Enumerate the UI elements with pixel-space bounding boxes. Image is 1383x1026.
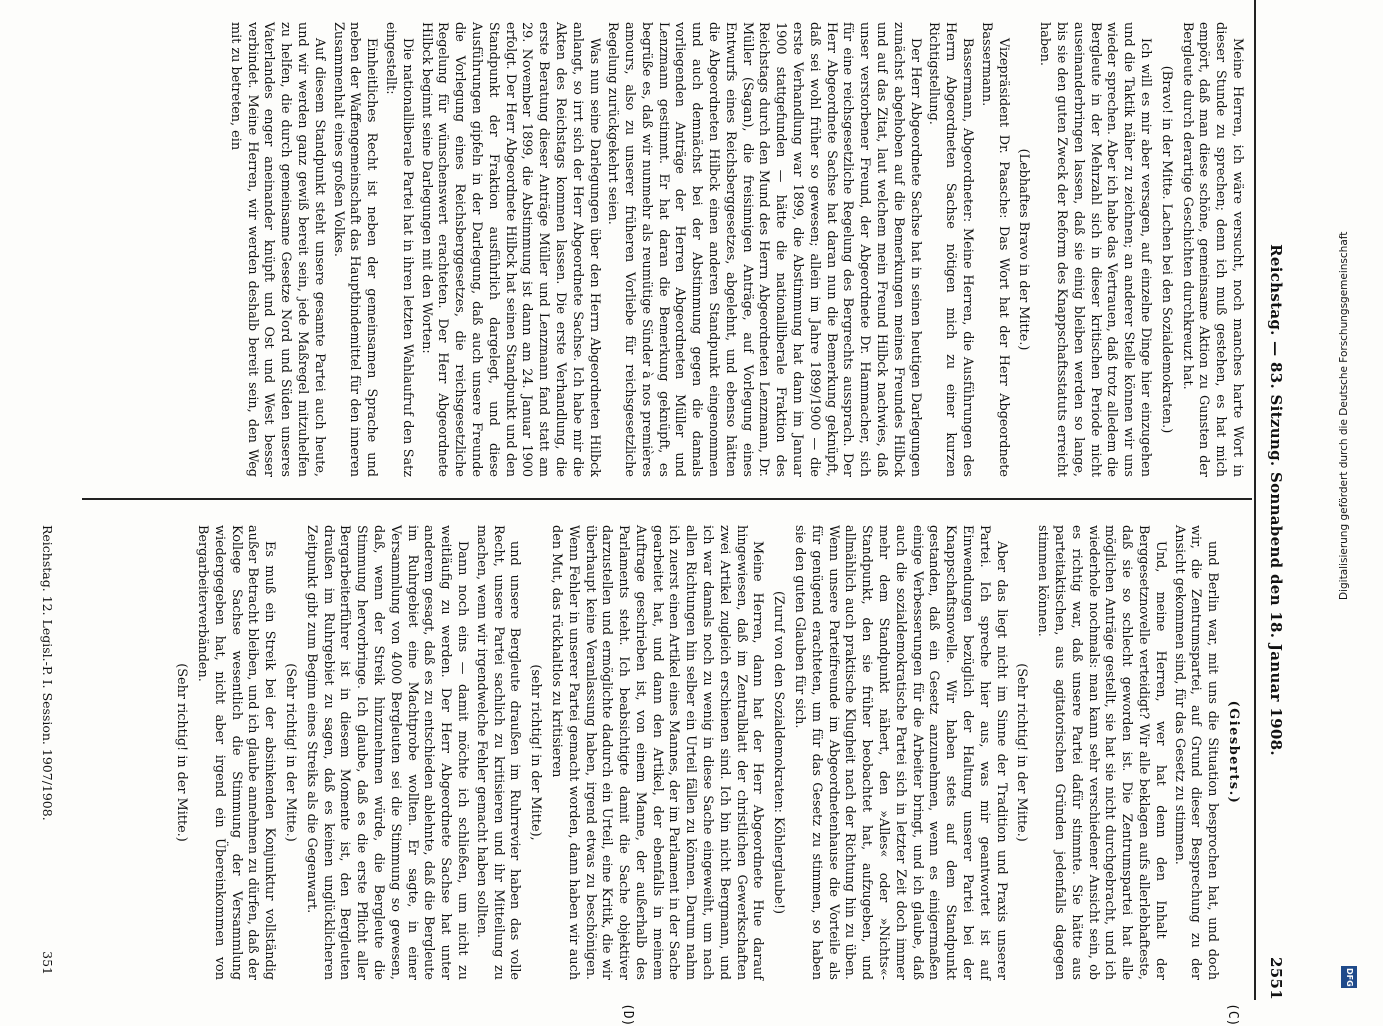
paragraph: Und, meine Herren, wer hat denn den Inhalt der Berggesetznovelle verteidigt? Wir alle beklagen aufs allerlebhafteste, daß sie so schlecht geworden ist. Die Zentrumspartei hat alle möglichen Anträge gestellt, sie hat sie nicht durchgebracht, und ich wiederhole nochmals: man kann sehr verschiedener Ansicht sein, ob es richtig war, daß unsere Partei dafür stimmte. Sie hätte aus parteitaktischen, aus agitatorischen Gründen jedenfalls dagegen stimmen können. (1035, 525, 1168, 980)
header-rule (1254, 0, 1256, 1000)
paragraph: Dann noch eins — damit möchte ich schließen, um nicht zu weitläufig zu werden. Der Herr Abgeordnete Sachse hat unter anderem gesagt, daß es zu entschieden ablehnte, daß die Bergleute im Ruhrgebiet eine Machtprobe wollten. Er sagte, in einer Versammlung von 4000 Bergleuten sei die Stimmung so gewesen, daß, wenn der Streik hinzunehmen würde, die Bergleute die Stimmung hervorbringe. Ich glaube, daß es die erste Pflicht aller Bergarbeiterführer ist in diesem Momente ist, den Bergleuten draußen im Ruhrgebiet zu sagen, daß es keinen unglücklicheren Zeitpunkt gibt zum Beginn eines Streiks als die Gegenwart. (303, 525, 470, 980)
digitization-credit (1338, 0, 1358, 1000)
footer-number: 351 (40, 951, 55, 975)
interjection: (Lebhaftes Bravo in der Mitte.) (1016, 148, 1032, 351)
paragraph: Auf diesem Standpunkt steht unsere gesamte Partei auch heute, und wir werden ganz gewiß bereit sein, jede Maßregel mitzuhelfen zu helfen, die durch gemeinsame Gesetze Nord und Süden unseres Vaterlandes enger aneinander knüpft und Ost und West besser verbindet. Meine Herren, wir werden deshalb bereit sein, den Weg mit zu betreten, ein (227, 22, 327, 477)
speaker-name: (Giesberts.) (1226, 700, 1241, 805)
page-number: 2551 (1267, 957, 1285, 1000)
paragraph: und Berlin war, mit uns die Situation besprochen hat, und doch wir, die Zentrumspartei, auf Grund dieser Besprechung zu der Ansicht gekommen sind, für das Gesetz zu stimmen. (1171, 525, 1221, 980)
paragraph: Es muß ein Streik bei der absinkenden Konjunktur vollständig außer Betracht bleiben, und ich glaube annehmen zu dürfen, daß der Kollege Sachse wesentlich die Stimmung der Versammlung wiedergegeben hat, nicht aber irgend ein Übereinkommen von Bergarbeiterverbänden. (194, 525, 278, 980)
footer-text: Reichstag. 12. Legisl.-P. I. Session. 1907/1908. (40, 525, 55, 821)
interjection: (Sehr richtig! in der Mitte.) (282, 663, 298, 842)
paragraph: Die nationalliberale Partei hat in ihren letzten Wahlaufruf den Satz eingestellt: (382, 22, 415, 477)
paragraph: Bassermann, Abgeordneter: Meine Herren, die Ausführungen des Herrn Abgeordneten Sachse nötigen mich zu einer kurzen Richtigstellung. (926, 22, 976, 477)
header-title: Reichstag. — 83. Sitzung. Sonnabend den 18. Januar 1908. (1267, 244, 1285, 756)
paragraph: Meine Herren, ich wäre versucht, noch manches harte Wort in dieser Stunde zu sprechen; denn ich muß gestehen, es hat mich empört, daß man diese schöne, gemeinsame Aktion zu Gunsten der Bergleute durch derartige Geschichten durchkreuzt hat. (1179, 22, 1245, 477)
interjection: (sehr richtig! in der Mitte), (528, 664, 544, 841)
credit-text: Digitalisierung gefördert durch die Deutsche Forschungsgemeinschaft (1338, 231, 1350, 600)
quotation: Einheitliches Recht ist neben der gemeinsamen Sprache und neben der Waffengemeinschaft das Hauptbindemittel für den inneren Zusammenhalt eines großen Volkes. (330, 22, 380, 477)
column-divider (82, 498, 1252, 500)
paragraph: und unsere Bergleute draußen im Ruhrrevier haben das volle Recht, unsere Partei sachlich zu kritisieren und ihr Mitteilung zu machen, wenn wir irgendwelche Fehler gemacht haben sollten. (473, 525, 523, 980)
margin-letter-c: (C) (1225, 1003, 1240, 1026)
paragraph: Der Herr Abgeordnete Sachse hat in seinen heutigen Darlegungen zunächst abgehoben auf die Bemerkungen meines Freundes Hilbck und auf das Zitat, laut welchem mein Freund Hilbck nachwies, daß unser verstorbener Freund, der Abgeordnete Dr. Hammacher, sich für eine reichsgesetzliche Regelung des Bergrechts aussprach. Der Herr Abgeordnete Sachse hat daran nun die Bemerkung geknüpft, daß sei wohl früher so gewesen; allein im Jahre 1899/1900 — die erste Verhandlung war 1899, die Abstimmung hat dann im Januar 1900 stattgefunden — hätte die nationalliberale Fraktion des Reichstags durch den Mund des Herrn Abgeordneten Lenzmann, Dr. Müller (Sagan), die freisinnigen Anträge, auf Vorlegung eines Entwurfs eines Reichsberggesetzes, abgelehnt, und ebenso hätten die Abgeordneten Hilbck einen anderen Standpunkt eingenommen und auch demnächst bei der Abstimmung gegen die damals vorliegenden Anträge der Herren Abgeordneten Müller und Lenzmann gestimmt. Er hat daran die Bemerkung geknüpft, es begrüße es, daß wir nunmehr als reumütige Sünder à nos premières amours, also zu unserer früheren Vorliebe für reichsgesetzliche Regelung zurückgekehrt seien. (605, 22, 923, 477)
paragraph: Vizepräsident Dr. Paasche: Das Wort hat der Herr Abgeordnete Bassermann. (978, 22, 1011, 477)
paragraph: Meine Herren, dann hat der Herr Abgeordnete Hue darauf hingewiesen, daß im Zentralblatt der christlichen Gewerkschaften zwei Artikel zugleich erschienen sind. Ich bin nicht Bergmann, und ich war damals noch zu wenig in diese Sache eingeweiht, um nach allen Richtungen hin selber ein Urteil fällen zu können. Darum nahm ich zuerst einen Artikel eines Mannes, der im Parlament in der Sache gearbeitet hat, und dann den Artikel, der ebenfalls in meinem Auftrage geschrieben ist, von einem Manne, der außerhalb des Parlaments steht. Ich beabsichtigte damit die Sache objektiver darzustellen und ermöglichte dadurch ein Urteil, eine Kritik, die wir überhaupt keine Veranlassung haben, irgend etwas zu beschönigen. Wenn Fehler in unserer Partei gemacht worden, dann haben wir auch den Mut, das rückhaltlos zu kritisieren (548, 525, 766, 980)
interjection: (Zuruf von den Sozialdemokraten: Köhlerglaube!) (771, 590, 787, 915)
paragraph: Was nun seine Darlegungen über den Herrn Abgeordneten Hilbck anlangt, so irrt sich der Herr Abgeordnete Sachse. Ich habe mir die Akten des Reichstags kommen lassen. Die erste Verhandlung, die erste Beratung dieser Anträge Müller und Lenzmann fand statt am 29. November 1899, die Abstimmung ist dann am 24. Januar 1900 erfolgt. Der Herr Abgeordnete Hilbck hat seinen Standpunkt und den Standpunkt der Fraktion ausführlich dargelegt, und diese Ausführungen gipfeln in der Darlegung, daß auch unsere Freunde die Vorlegung eines Reichsberggesetzes, die reichsgesetzliche Regelung für wünschenswert erachteten. Der Herr Abgeordnete Hilbck beginnt seine Darlegungen mit den Worten: (418, 22, 602, 477)
dfg-logo: DFG (1341, 966, 1357, 988)
interjection: (Bravo! in der Mitte. Lachen bei den Sozialdemokraten.) (1158, 65, 1174, 434)
left-text-column (85, 525, 1245, 980)
interjection: (Sehr richtig! in der Mitte.) (174, 663, 190, 842)
margin-letter-d: (D) (620, 1003, 635, 1026)
interjection: (Sehr richtig! in der Mitte.) (1014, 663, 1030, 842)
paragraph: Aber das liegt nicht im Sinne der Tradition und Praxis unserer Partei. Ich spreche hier aus, was mir geantwortet ist auf Einwendungen bezüglich der Haltung unserer Partei bei der Knappschaftsnovelle. Wir haben stets auf dem Standpunkt gestanden, daß ein Gesetz anzunehmen, wenn es einigermaßen einige Verbesserungen für die Arbeiter bringt, und ich glaube, daß auch die sozialdemokratische Partei sich in letzter Zeit doch immer mehr dem Standpunkt nähert, den »Alles« oder »Nichts«-Standpunkt, den sie früher beobachtet hat, aufzugeben, und allmählich auch praktische Klugheit nach der Richtung hin zu üben. Wenn unsere Parteifreunde im Abgeordnetenhause die Vorteile als für genügend erachteten, um für das Gesetz zu stimmen, so haben sie den guten Glauben für sich. (792, 525, 1009, 980)
page-footer (40, 525, 55, 995)
page-header (1259, 0, 1285, 1000)
right-text-column (85, 22, 1245, 477)
paragraph: Ich will es mir aber versagen, auf einzelne Dinge hier einzugehen und die Taktik näher zu zeichnen; an anderer Stelle können wir uns wieder sprechen. Aber ich habe das Vertrauen, daß trotz alledem die Bergleute in der Mehrzahl sich in dieser kritischen Periode nicht auseinanderbringen lassen, daß sie einig bleiben werden so lange, bis sie den guten Zweck der Reform des Knappschaftsstatuts erreicht haben. (1037, 22, 1154, 477)
